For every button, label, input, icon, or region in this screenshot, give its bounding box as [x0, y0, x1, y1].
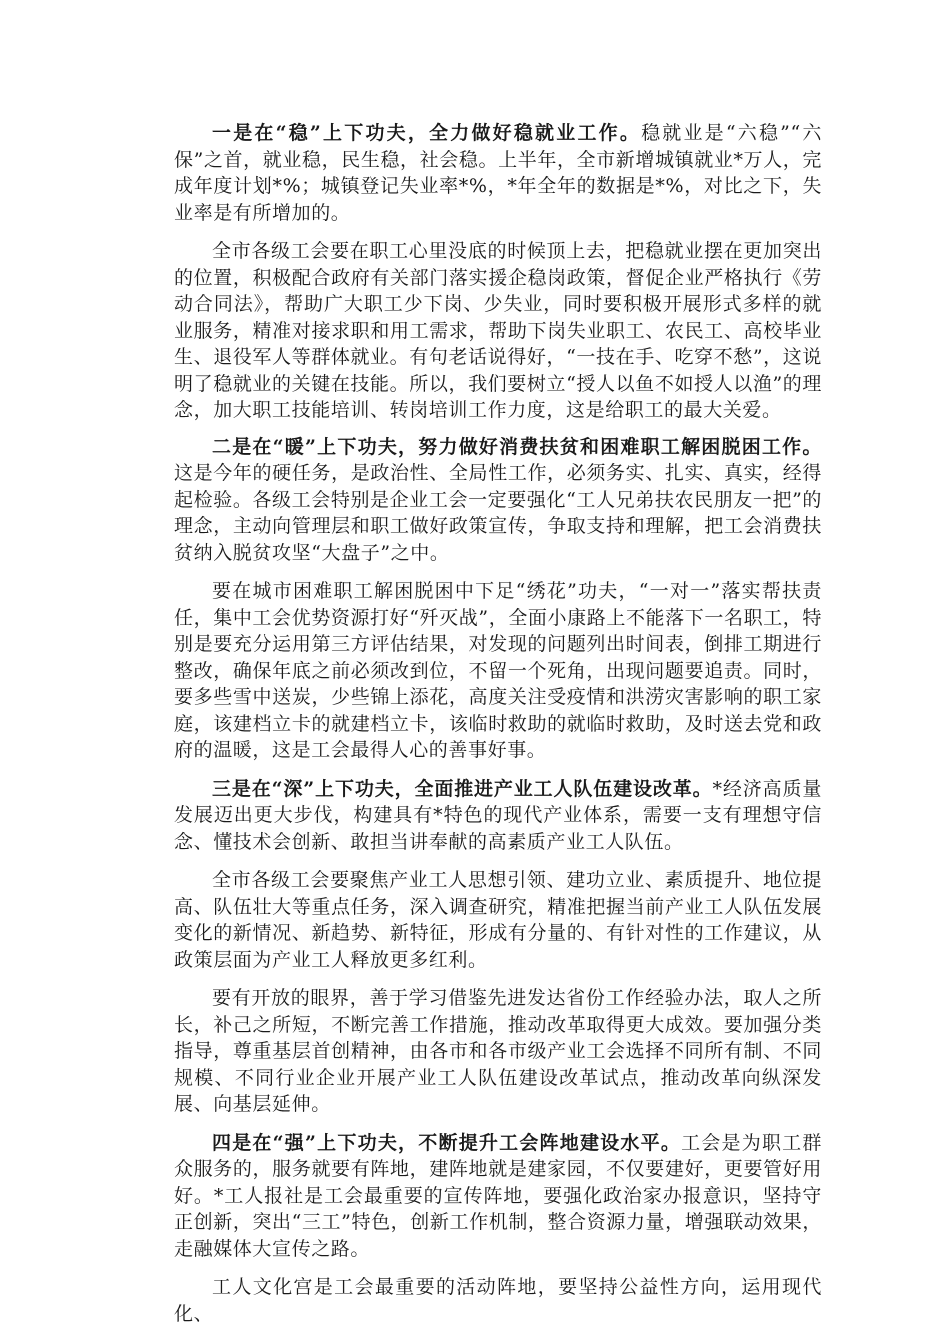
paragraph-text: *经济高质量发展迈出更大步伐，构建具有*特色的现代产业体系，需要一支有理想守信念、懂技术会创新、敢担当讲奉献的高素质产业工人队伍。 [174, 777, 822, 853]
paragraph-text: 要有开放的眼界，善于学习借鉴先进发达省份工作经验办法，取人之所长，补己之所短，不断完善工作措施，推动改革取得更大成效。要加强分类指导，尊重基层首创精神，由各市和各市级产业工会选择不同所有制、不同规模、不同行业企业开展产业工人队伍建设改革试点，推动改革向纵深发展、向基层延伸。 [174, 987, 822, 1115]
paragraph-5 [174, 776, 822, 856]
paragraph-text: 全市各级工会要在职工心里没底的时候顶上去，把稳就业摆在更加突出的位置，积极配合政府有关部门落实援企稳岗政策，督促企业严格执行《劳动合同法》，帮助广大职工少下岗、少失业，同时要积极开展形式多样的就业服务，精准对接求职和用工需求，帮助下岗失业职工、农民工、高校毕业生、退役军人等群体就业。有句老话说得好，“一技在手、吃穿不愁”，这说明了稳就业的关键在技能。所以，我们要树立“授人以鱼不如授人以渔”的理念，加大职工技能培训、转岗培训工作力度，这是给职工的最大关爱。 [174, 240, 822, 421]
section-heading-2: 二是在“暖”上下功夫，努力做好消费扶贫和困难职工解困脱困工作。 [212, 435, 822, 458]
paragraph-text: 工人文化宫是工会最重要的活动阵地，要坚持公益性方向，运用现代化、 [174, 1276, 822, 1325]
paragraph-1 [174, 120, 822, 226]
paragraph-3 [174, 434, 822, 567]
section-heading-1: 一是在“稳”上下功夫，全力做好稳就业工作。 [212, 122, 642, 144]
paragraph-text: 全市各级工会要聚焦产业工人思想引领、建功立业、素质提升、地位提高、队伍壮大等重点任务，深入调查研究，精准把握当前产业工人队伍发展变化的新情况、新趋势、新特征，形成有分量的、有针对性的工作建议，从政策层面为产业工人释放更多红利。 [174, 869, 822, 971]
paragraph-2 [174, 238, 822, 424]
section-heading-3: 三是在“深”上下功夫，全面推进产业工人队伍建设改革。 [212, 777, 713, 800]
paragraph-4 [174, 578, 822, 764]
paragraph-text: 要在城市困难职工解困脱困中下足“绣花”功夫，“一对一”落实帮扶责任，集中工会优势资源打好“歼灭战”，全面小康路上不能落下一名职工，特别是要充分运用第三方评估结果，对发现的问题列出时间表，倒排工期进行整改，确保年底之前必须改到位，不留一个死角，出现问题要追责。同时，要多些雪中送炭，少些锦上添花，高度关注受疫情和洪涝灾害影响的职工家庭，该建档立卡的就建档立卡，该临时救助的就临时救助，及时送去党和政府的温暖，这是工会最得人心的善事好事。 [174, 580, 822, 761]
paragraph-7 [174, 985, 822, 1118]
paragraph-8 [174, 1130, 822, 1263]
paragraph-6 [174, 867, 822, 973]
paragraph-text: 这是今年的硬任务，是政治性、全局性工作，必须务实、扎实、真实，经得起检验。各级工会特别是企业工会一定要强化“工人兄弟扶农民朋友一把”的理念，主动向管理层和职工做好政策宣传，争取支持和理解，把工会消费扶贫纳入脱贫攻坚“大盘子”之中。 [174, 462, 822, 564]
paragraph-text: 稳就业是“六稳”“六保”之首，就业稳，民生稳，社会稳。上半年，全市新增城镇就业*万人，完成年度计划*%；城镇登记失业率*%，*年全年的数据是*%，对比之下，失业率是有所增加的。 [174, 122, 823, 224]
document-page [174, 120, 822, 1339]
section-heading-4: 四是在“强”上下功夫，不断提升工会阵地建设水平。 [212, 1131, 682, 1154]
paragraph-text: 工会是为职工群众服务的，服务就要有阵地，建阵地就是建家园，不仅要建好，更要管好用好。*工人报社是工会最重要的宣传阵地，要强化政治家办报意识，坚持守正创新，突出“三工”特色，创新工作机制，整合资源力量，增强联动效果，走融媒体大宣传之路。 [174, 1131, 823, 1260]
paragraph-9 [174, 1274, 822, 1327]
